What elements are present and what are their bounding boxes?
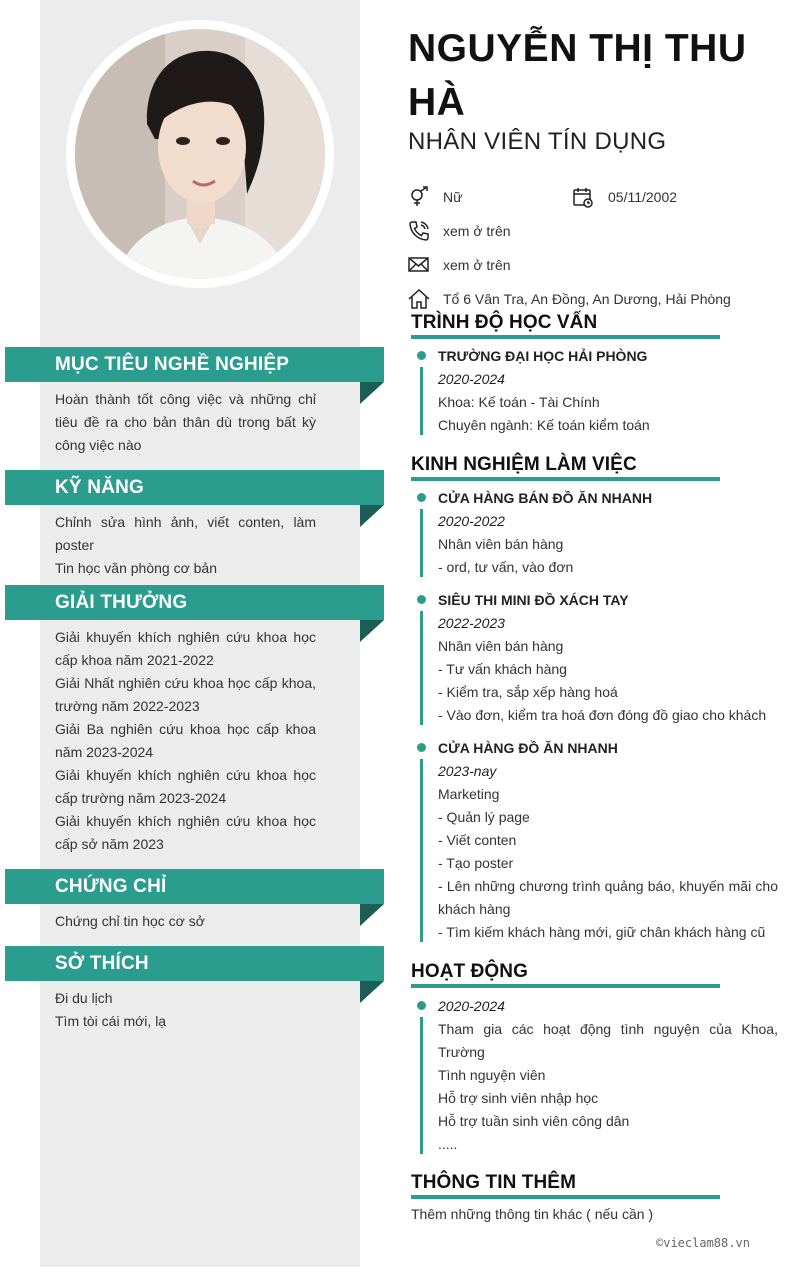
watermark: ©vieclam88.vn bbox=[656, 1236, 750, 1250]
activities-timeline bbox=[408, 995, 778, 1156]
timeline-bar bbox=[420, 367, 423, 435]
experience-detail: - ord, tư vấn, vào đơn bbox=[438, 559, 574, 575]
award-item: Giải Ba nghiên cứu khoa học cấp khoa năm 2023-2024 bbox=[55, 721, 316, 760]
timeline-bar bbox=[420, 759, 423, 942]
timeline-bar bbox=[420, 611, 423, 725]
education-item bbox=[408, 345, 778, 437]
experience-detail: Nhân viên bán hàng bbox=[438, 638, 564, 654]
award-item: Giải khuyến khích nghiên cứu khoa học cấp khoa năm 2021-2022 bbox=[55, 629, 316, 668]
experience-detail: - Lên những chương trình quảng báo, khuyến mãi cho khách hàng bbox=[438, 878, 778, 917]
award-item: Giải khuyến khích nghiên cứu khoa học cấp trường năm 2023-2024 bbox=[55, 767, 316, 806]
hobby-item: Tìm tòi cái mới, lạ bbox=[55, 1013, 167, 1029]
objective-header: MỤC TIÊU NGHỀ NGHIỆP bbox=[5, 347, 384, 382]
ribbon-fold bbox=[360, 382, 384, 404]
education-header: TRÌNH ĐỘ HỌC VẤN bbox=[411, 312, 720, 339]
timeline-dot bbox=[417, 351, 426, 360]
calendar-icon bbox=[572, 186, 594, 208]
ribbon-fold bbox=[360, 981, 384, 1003]
objective-text: Hoàn thành tốt công việc và những chỉ tiêu đề ra cho bản thân dù trong bất kỳ công việc nào bbox=[55, 391, 316, 453]
hobby-item: Đi du lịch bbox=[55, 990, 113, 1006]
experience-detail: Marketing bbox=[438, 786, 500, 802]
timeline-bar bbox=[420, 1017, 423, 1154]
experience-item bbox=[408, 487, 778, 579]
company-name: CỬA HÀNG BÁN ĐỒ ĂN NHANH bbox=[438, 490, 653, 506]
birthday-value: 05/11/2002 bbox=[608, 189, 678, 205]
skill-item: Tin học văn phòng cơ bản bbox=[55, 560, 217, 576]
experience-date: 2023-nay bbox=[438, 763, 497, 779]
education-detail: Chuyên ngành: Kế toán kiểm toán bbox=[438, 417, 650, 433]
activity-detail: Tham gia các hoạt động tình nguyện của Khoa, Trường bbox=[438, 1021, 778, 1060]
education-date: 2020-2024 bbox=[438, 371, 505, 387]
home-icon bbox=[408, 288, 430, 310]
timeline-dot bbox=[417, 493, 426, 502]
company-name: CỬA HÀNG ĐỒ ĂN NHANH bbox=[438, 740, 618, 756]
hobbies-list bbox=[55, 987, 316, 1033]
hobbies-header: SỞ THÍCH bbox=[5, 946, 384, 981]
skills-list bbox=[55, 511, 316, 580]
experience-item bbox=[408, 737, 778, 944]
timeline-dot bbox=[417, 1001, 426, 1010]
education-detail: Khoa: Kế toán - Tài Chính bbox=[438, 394, 600, 410]
certificates-list bbox=[55, 910, 316, 933]
experience-detail: - Kiểm tra, sắp xếp hàng hoá bbox=[438, 684, 618, 700]
email-icon bbox=[408, 254, 430, 276]
avatar bbox=[75, 29, 325, 279]
experience-item bbox=[408, 589, 778, 727]
experience-timeline bbox=[408, 487, 778, 944]
timeline-bar bbox=[420, 509, 423, 577]
gender-icon bbox=[408, 186, 430, 208]
experience-detail: - Viết conten bbox=[438, 832, 517, 848]
experience-detail: - Quản lý page bbox=[438, 809, 530, 825]
certificate-item: Chứng chỉ tin học cơ sở bbox=[55, 913, 205, 929]
company-name: SIÊU THI MINI ĐỒ XÁCH TAY bbox=[438, 592, 629, 608]
timeline-dot bbox=[417, 595, 426, 604]
certificates-header: CHỨNG CHỈ bbox=[5, 869, 384, 904]
experience-detail: - Tạo poster bbox=[438, 855, 514, 871]
phone-value: xem ở trên bbox=[443, 223, 511, 239]
experience-date: 2022-2023 bbox=[438, 615, 505, 631]
email-value: xem ở trên bbox=[443, 257, 511, 273]
skills-header: KỸ NĂNG bbox=[5, 470, 384, 505]
experience-date: 2020-2022 bbox=[438, 513, 505, 529]
candidate-name: NGUYỄN THỊ THU HÀ bbox=[408, 27, 747, 124]
activity-item bbox=[408, 995, 778, 1156]
activity-detail: Hỗ trợ tuần sinh viên công dân bbox=[438, 1113, 630, 1129]
address-value: Tổ 6 Vân Tra, An Đồng, An Dương, Hải Phòng bbox=[443, 291, 731, 307]
experience-detail: - Tư vấn khách hàng bbox=[438, 661, 567, 677]
awards-list bbox=[55, 626, 316, 856]
experience-header: KINH NGHIỆM LÀM VIỆC bbox=[411, 454, 720, 481]
timeline-dot bbox=[417, 743, 426, 752]
activity-detail: ..... bbox=[438, 1136, 458, 1152]
activity-date: 2020-2024 bbox=[438, 998, 505, 1014]
awards-header: GIẢI THƯỞNG bbox=[5, 585, 384, 620]
extra-header: THÔNG TIN THÊM bbox=[411, 1172, 720, 1199]
ribbon-fold bbox=[360, 904, 384, 926]
avatar-frame bbox=[66, 20, 334, 288]
experience-detail: Nhân viên bán hàng bbox=[438, 536, 564, 552]
activity-detail: Hỗ trợ sinh viên nhập học bbox=[438, 1090, 599, 1106]
ribbon-fold bbox=[360, 620, 384, 642]
activity-detail: Tình nguyện viên bbox=[438, 1067, 546, 1083]
education-timeline bbox=[408, 345, 778, 437]
ribbon-fold bbox=[360, 505, 384, 527]
extra-text: Thêm những thông tin khác ( nếu cần ) bbox=[411, 1206, 654, 1222]
school-name: TRƯỜNG ĐẠI HỌC HẢI PHÒNG bbox=[438, 348, 648, 364]
job-title: NHÂN VIÊN TÍN DỤNG bbox=[408, 128, 667, 155]
skill-item: Chỉnh sửa hình ảnh, viết conten, làm poster bbox=[55, 514, 316, 553]
activities-header: HOẠT ĐỘNG bbox=[411, 961, 720, 988]
experience-detail: - Vào đơn, kiểm tra hoá đơn đóng đồ giao cho khách bbox=[438, 707, 767, 723]
experience-detail: - Tìm kiếm khách hàng mới, giữ chân khách hàng cũ bbox=[438, 924, 766, 940]
gender-value: Nữ bbox=[443, 189, 463, 205]
award-item: Giải Nhất nghiên cứu khoa học cấp khoa, trường năm 2022-2023 bbox=[55, 675, 316, 714]
phone-icon bbox=[408, 220, 430, 242]
award-item: Giải khuyến khích nghiên cứu khoa học cấp sở năm 2023 bbox=[55, 813, 316, 852]
